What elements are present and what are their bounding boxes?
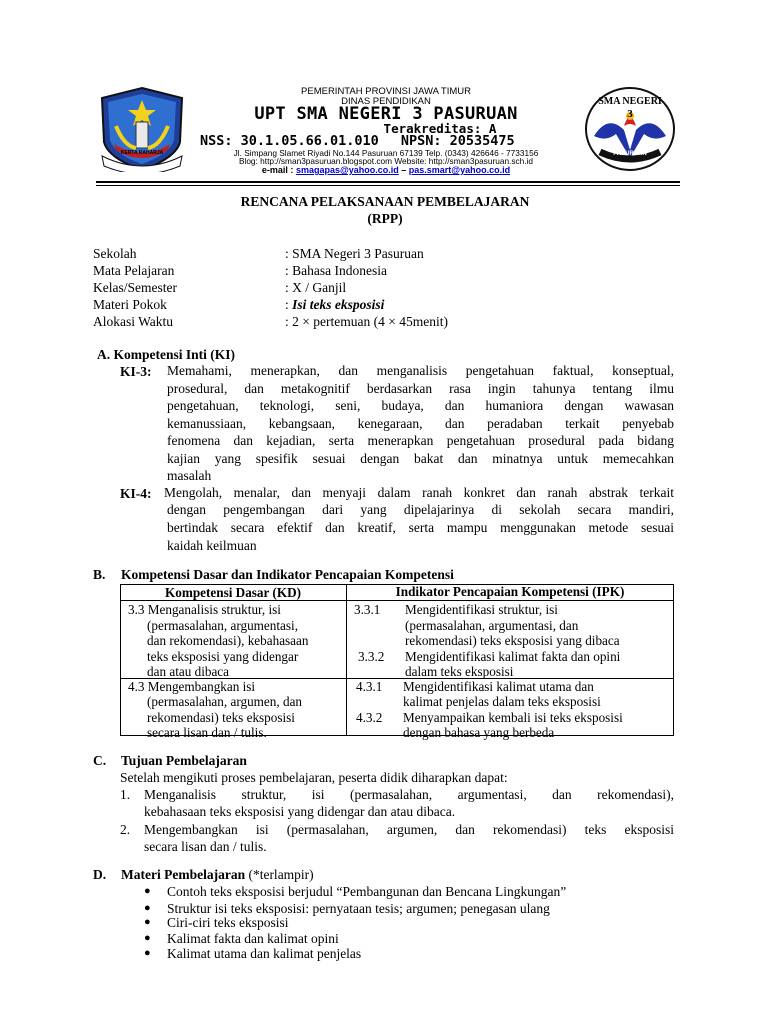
table-header-ipk: Indikator Pencapaian Kompetensi (IPK): [395, 584, 625, 599]
objective-2-line-1: Mengembangkan isi (permasalahan, argumen, dan rekomendasi) teks eksposisi: [144, 822, 674, 837]
letterhead-department: DINAS PENDIDIKAN: [341, 96, 431, 107]
document-subtitle: (RPP): [367, 211, 403, 226]
identity-label-class: Kelas/Semester: [93, 280, 177, 295]
ki3-line-5: fenomena dan kejadian, serta menerapkan pengetahuan prosedural pada bidang: [167, 433, 674, 448]
letterhead-accreditation: Terakreditas: A: [383, 121, 497, 136]
school-emblem-bottom-text: PASURUAN: [613, 151, 647, 157]
objective-2-number: 2.: [120, 822, 131, 837]
bullet-icon: ●: [144, 916, 151, 928]
kd-3-3-line-3: dan rekomendasi), kebahasaan: [147, 633, 309, 648]
ki3-line-1: Memahami, menerapkan, dan menganalisis pengetahuan faktual, konseptual,: [167, 363, 674, 378]
ipk-4-3-2-line-2: dengan bahasa yang berbeda: [403, 725, 555, 740]
material-item-3: Ciri-ciri teks eksposisi: [167, 915, 289, 930]
identity-value-subject: : Bahasa Indonesia: [285, 263, 387, 278]
material-item-4: Kalimat fakta dan kalimat opini: [167, 931, 339, 946]
email-link-2[interactable]: pas.smart@yahoo.co.id: [408, 165, 511, 175]
ki4-line-3: bertindak secara efektif dan kreatif, serta mampu menggunakan metode sesuai: [167, 520, 674, 535]
letterhead-websites: Blog: http://sman3pasuruan.blogspot.com Website: http://sman3pasuruan.sch.id: [238, 156, 534, 166]
province-emblem-motto: KERTA RAHARJA: [120, 150, 164, 156]
section-d-letter: D.: [93, 867, 107, 882]
letterhead-rule-thin: [96, 185, 680, 186]
material-item-1: Contoh teks eksposisi berjudul “Pembangunan dan Bencana Lingkungan”: [167, 884, 567, 899]
ipk-3-3-1-line-3: rekomendasi) teks eksposisi yang dibaca: [405, 633, 620, 648]
ki3-line-3: pengetahuan, teknologi, seni, budaya, dan humaniora dengan wawasan: [167, 398, 674, 413]
kd-3-3-line-2: (permasalahan, argumentasi,: [147, 618, 298, 633]
ki3-line-7: masalah: [167, 468, 212, 483]
letterhead-npsn: NPSN: 20535475: [400, 133, 515, 149]
section-c-heading: Tujuan Pembelajaran: [121, 753, 247, 768]
letterhead-ids: [200, 135, 515, 149]
ipk-3-3-2-line-1: Mengidentifikasi kalimat fakta dan opini: [405, 649, 621, 664]
identity-value-class: : X / Ganjil: [285, 280, 347, 295]
identity-topic-colon: :: [285, 297, 293, 312]
section-a-heading: A. Kompetensi Inti (KI): [97, 347, 235, 362]
email-label: e-mail :: [261, 165, 296, 175]
ipk-3-3-2-line-2: dalam teks eksposisi: [405, 664, 514, 679]
email-link-1[interactable]: smagapas@yahoo.co.id: [295, 165, 399, 175]
table-header-kd: Kompetensi Dasar (KD): [164, 585, 301, 600]
identity-label-time: Alokasi Waktu: [93, 314, 174, 329]
ki4-line-4: kaidah keilmuan: [167, 538, 257, 553]
province-emblem-logo: [96, 86, 188, 172]
section-d-note: (*terlampir): [245, 867, 314, 882]
objective-1-line-2: kebahasaan teks eksposisi yang didengar dan atau dibaca.: [144, 804, 456, 819]
letterhead-rule-thick: [96, 181, 680, 183]
email-separator: –: [398, 165, 409, 175]
section-c-intro: Setelah mengikuti proses pembelajaran, peserta didik diharapkan dapat:: [120, 770, 508, 785]
identity-value-time: : 2 × pertemuan (4 × 45menit): [285, 314, 448, 329]
section-b-heading: Kompetensi Dasar dan Indikator Pencapaian Kompetensi: [121, 567, 454, 582]
letterhead-school-name: UPT SMA NEGERI 3 PASURUAN: [254, 104, 518, 124]
ki3-line-4: kemanussiaan, kebangsaan, kenegaraan, dan peradaban terkait penyebab: [167, 416, 674, 431]
objective-2-line-2: secara lisan dan / tulis.: [144, 839, 267, 854]
ki3-label: KI-3:: [120, 364, 152, 379]
ki4-label: KI-4:: [120, 486, 152, 501]
ipk-4-3-1-line-1: Mengidentifikasi kalimat utama dan: [403, 679, 594, 694]
kd-3-3-line-4: teks eksposisi yang didengar: [147, 649, 299, 664]
kd-3-3-line-1: 3.3 Menganalisis struktur, isi: [128, 602, 281, 617]
section-d-title: Materi Pembelajaran: [121, 867, 246, 882]
document-title: RENCANA PELAKSANAAN PEMBELAJARAN: [240, 194, 530, 209]
identity-label-topic: Materi Pokok: [93, 297, 167, 312]
ipk-3-3-1-line-1: Mengidentifikasi struktur, isi: [405, 602, 558, 617]
identity-value-topic: [285, 296, 384, 313]
letterhead-government: PEMERINTAH PROVINSI JAWA TIMUR: [301, 86, 471, 97]
school-emblem-number: 3: [627, 108, 633, 120]
letterhead-emails: [190, 166, 582, 175]
identity-label-school: Sekolah: [93, 246, 137, 261]
bullet-icon: ●: [144, 885, 151, 897]
ipk-4-3-1-number: 4.3.1: [356, 679, 383, 694]
bullet-icon: ●: [144, 947, 151, 959]
ki3-line-2: prosedural, dan metakognitif berdasarkan rasa ingin tahunya tentang ilmu: [167, 381, 674, 396]
section-d-heading: [121, 866, 314, 883]
section-c-letter: C.: [93, 753, 107, 768]
kd-3-3-line-5: dan atau dibaca: [147, 664, 230, 679]
ki3-line-6: kajian yang spesifik sesuai dengan bakat dan minatnya untuk memecahkan: [167, 451, 674, 466]
bullet-icon: ●: [144, 902, 151, 914]
table-column-divider: [346, 584, 347, 736]
ipk-4-3-2-number: 4.3.2: [356, 710, 383, 725]
kd-4-3-line-3: rekomendasi) teks eksposisi: [147, 710, 295, 725]
ipk-4-3-1-line-2: kalimat penjelas dalam teks eksposisi: [403, 694, 601, 709]
kd-4-3-line-2: (permasalahan, argumen, dan: [147, 694, 303, 709]
school-emblem-top-text: SMA NEGERI: [598, 96, 662, 107]
section-b-letter: B.: [93, 567, 106, 582]
kd-4-3-line-4: secara lisan dan / tulis.: [147, 725, 267, 740]
letterhead-nss: NSS: 30.1.05.66.01.010: [200, 133, 379, 149]
identity-topic-text: Isi teks eksposisi: [292, 297, 385, 312]
material-item-2: Struktur isi teks eksposisi: pernyataan tesis; argumen; penegasan ulang: [167, 901, 550, 916]
ipk-4-3-2-line-1: Menyampaikan kembali isi teks eksposisi: [403, 710, 623, 725]
bullet-icon: ●: [144, 932, 151, 944]
letterhead-address: Jl. Simpang Slamet Riyadi No.144 Pasuruan 67139 Telp. (0343) 426646 - 7733156: [233, 148, 539, 158]
kd-4-3-line-1: 4.3 Mengembangkan isi: [128, 679, 256, 694]
identity-value-school: : SMA Negeri 3 Pasuruan: [285, 246, 424, 261]
ki4-line-2: dengan pengembangan dari yang dipelajarinya di sekolah secara mandiri,: [167, 502, 674, 517]
objective-1-number: 1.: [120, 787, 131, 802]
ipk-3-3-1-number: 3.3.1: [354, 602, 381, 617]
material-item-5: Kalimat utama dan kalimat penjelas: [167, 946, 362, 961]
identity-label-subject: Mata Pelajaran: [93, 263, 175, 278]
objective-1-line-1: Menganalisis struktur, isi (permasalahan, argumentasi, dan rekomendasi),: [144, 787, 674, 802]
ipk-3-3-2-number: 3.3.2: [358, 649, 385, 664]
ki4-line-1: Mengolah, menalar, dan menyaji dalam ranah konkret dan ranah abstrak terkait: [164, 485, 674, 500]
ipk-3-3-1-line-2: (permasalahan, argumentasi, dan: [405, 618, 579, 633]
